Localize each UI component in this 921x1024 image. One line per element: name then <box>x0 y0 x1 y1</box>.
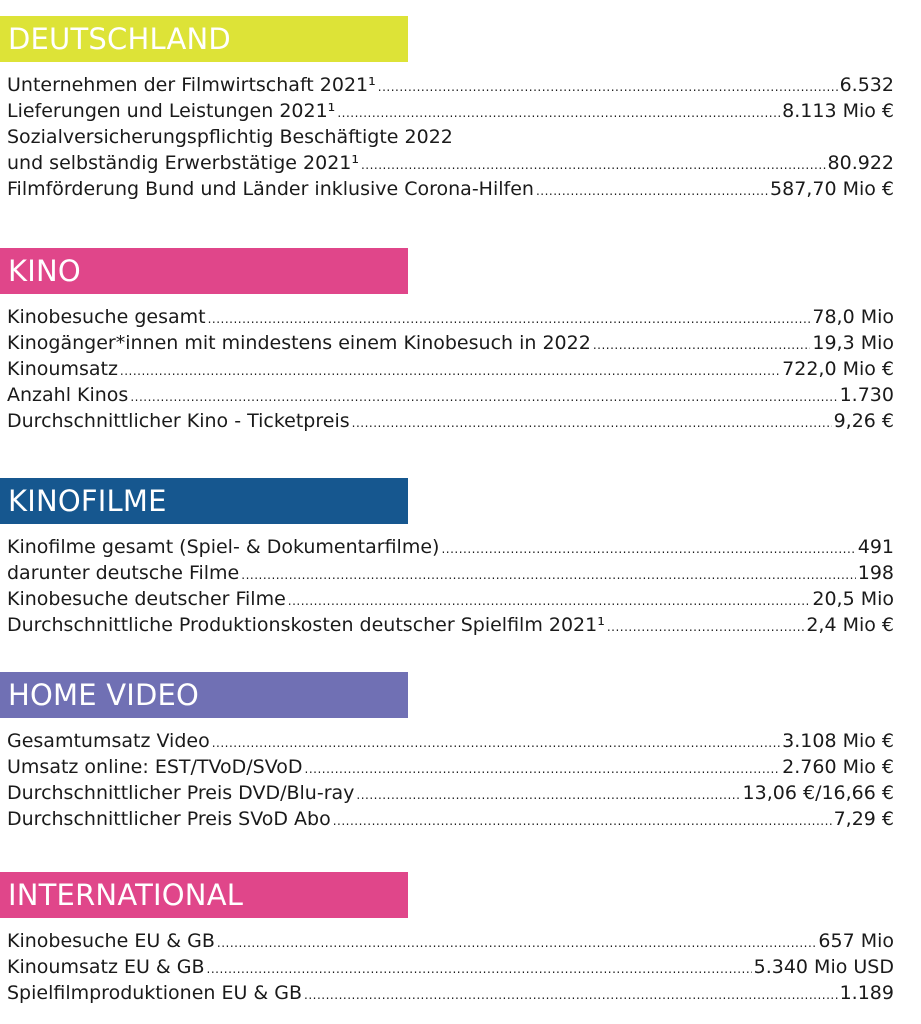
stat-label: Anzahl Kinos <box>7 384 129 406</box>
stat-value: 1.189 <box>839 982 894 1004</box>
dot-leader <box>130 384 837 410</box>
stat-label: und selbständig Erwerbstätige 2021¹ <box>7 152 359 174</box>
stat-value: 9,26 € <box>833 410 894 432</box>
section-kino <box>0 248 921 434</box>
section-header <box>0 478 408 524</box>
stat-row <box>0 954 921 980</box>
stat-value: 19,3 Mio <box>812 332 894 354</box>
stat-label: Kinobesuche deutscher Filme <box>7 588 286 610</box>
dot-leader <box>536 178 768 204</box>
stat-label: Kinobesuche gesamt <box>7 306 206 328</box>
stats-list <box>0 928 921 1006</box>
stat-label: Kinoumsatz <box>7 358 118 380</box>
dot-leader <box>212 730 780 756</box>
section-header <box>0 16 408 62</box>
stat-label: Kinogänger*innen mit mindestens einem Kinobesuch in 2022 <box>7 332 591 354</box>
dot-leader <box>217 930 817 956</box>
stat-value: 198 <box>857 562 894 584</box>
stat-row <box>0 356 921 382</box>
stat-row <box>0 806 921 832</box>
stat-row <box>0 150 921 176</box>
stats-list <box>0 534 921 638</box>
stat-row <box>0 304 921 330</box>
section-kinofilme <box>0 478 921 638</box>
stat-value: 491 <box>857 536 894 558</box>
dot-leader <box>356 782 740 808</box>
stat-label: Durchschnittlicher Preis DVD/Blu-ray <box>7 782 355 804</box>
section-title: KINOFILME <box>8 484 167 518</box>
stat-row <box>0 98 921 124</box>
stat-value: 2.760 Mio € <box>782 756 894 778</box>
section-title: HOME VIDEO <box>8 678 200 712</box>
dot-leader <box>305 756 781 782</box>
stat-row <box>0 408 921 434</box>
stat-label: Kinobesuche EU & GB <box>7 930 215 952</box>
stat-value: 722,0 Mio € <box>782 358 894 380</box>
section-home-video <box>0 672 921 832</box>
stat-label: Unternehmen der Filmwirtschaft 2021¹ <box>7 74 376 96</box>
stat-value: 657 Mio <box>818 930 894 952</box>
stat-row <box>0 560 921 586</box>
dot-leader <box>208 306 811 332</box>
stat-label: darunter deutsche Filme <box>7 562 240 584</box>
stat-row <box>0 534 921 560</box>
stat-row <box>0 176 921 202</box>
dot-leader <box>607 614 804 640</box>
stat-label: Filmförderung Bund und Länder inklusive Corona-Hilfen <box>7 178 534 200</box>
stat-label: Sozialversicherungspflichtig Beschäftigte 2022 <box>7 126 453 148</box>
stats-list <box>0 728 921 832</box>
stat-label: Durchschnittlicher Kino - Ticketpreis <box>7 410 350 432</box>
stat-value: 13,06 €/16,66 € <box>742 782 894 804</box>
stat-row <box>0 928 921 954</box>
stat-row <box>0 728 921 754</box>
stats-list <box>0 72 921 202</box>
stat-value: 80.922 <box>827 152 894 174</box>
dot-leader <box>441 536 855 562</box>
section-title: INTERNATIONAL <box>8 878 244 912</box>
section-title: DEUTSCHLAND <box>8 22 231 56</box>
dot-leader <box>288 588 811 614</box>
stat-label: Durchschnittliche Produktionskosten deutscher Spielfilm 2021¹ <box>7 614 605 636</box>
stat-label: Gesamtumsatz Video <box>7 730 210 752</box>
stat-row <box>0 72 921 98</box>
dot-leader <box>352 410 832 436</box>
dot-leader <box>378 74 838 100</box>
dot-leader <box>593 332 811 358</box>
section-deutschland <box>0 16 921 202</box>
stat-value: 1.730 <box>839 384 894 406</box>
section-international <box>0 872 921 1006</box>
stat-label: Kinoumsatz EU & GB <box>7 956 205 978</box>
stat-value: 6.532 <box>839 74 894 96</box>
stat-label: Lieferungen und Leistungen 2021¹ <box>7 100 336 122</box>
stat-value: 587,70 Mio € <box>770 178 894 200</box>
stat-label: Umsatz online: EST/TVoD/SVoD <box>7 756 303 778</box>
stat-label: Durchschnittlicher Preis SVoD Abo <box>7 808 331 830</box>
stat-label: Spielfilmproduktionen EU & GB <box>7 982 303 1004</box>
stat-row <box>0 124 921 150</box>
stat-value: 7,29 € <box>833 808 894 830</box>
stat-row <box>0 780 921 806</box>
section-header <box>0 872 408 918</box>
stat-value: 2,4 Mio € <box>806 614 894 636</box>
stat-row <box>0 382 921 408</box>
stat-row <box>0 754 921 780</box>
stat-label: Kinofilme gesamt (Spiel- & Dokumentarfilme) <box>7 536 440 558</box>
stats-list <box>0 304 921 434</box>
dot-leader <box>241 562 855 588</box>
stat-value: 5.340 Mio USD <box>753 956 894 978</box>
dot-leader <box>304 982 838 1008</box>
stat-value: 20,5 Mio <box>812 588 894 610</box>
stat-row <box>0 586 921 612</box>
dot-leader <box>120 358 780 384</box>
dot-leader <box>361 152 826 178</box>
stat-value: 8.113 Mio € <box>782 100 894 122</box>
section-header <box>0 248 408 294</box>
stat-row <box>0 330 921 356</box>
dot-leader <box>337 100 780 126</box>
stat-row <box>0 612 921 638</box>
section-header <box>0 672 408 718</box>
stat-value: 3.108 Mio € <box>782 730 894 752</box>
stat-row <box>0 980 921 1006</box>
dot-leader <box>333 808 832 834</box>
dot-leader <box>207 956 752 982</box>
section-title: KINO <box>8 254 81 288</box>
stat-value: 78,0 Mio <box>812 306 894 328</box>
